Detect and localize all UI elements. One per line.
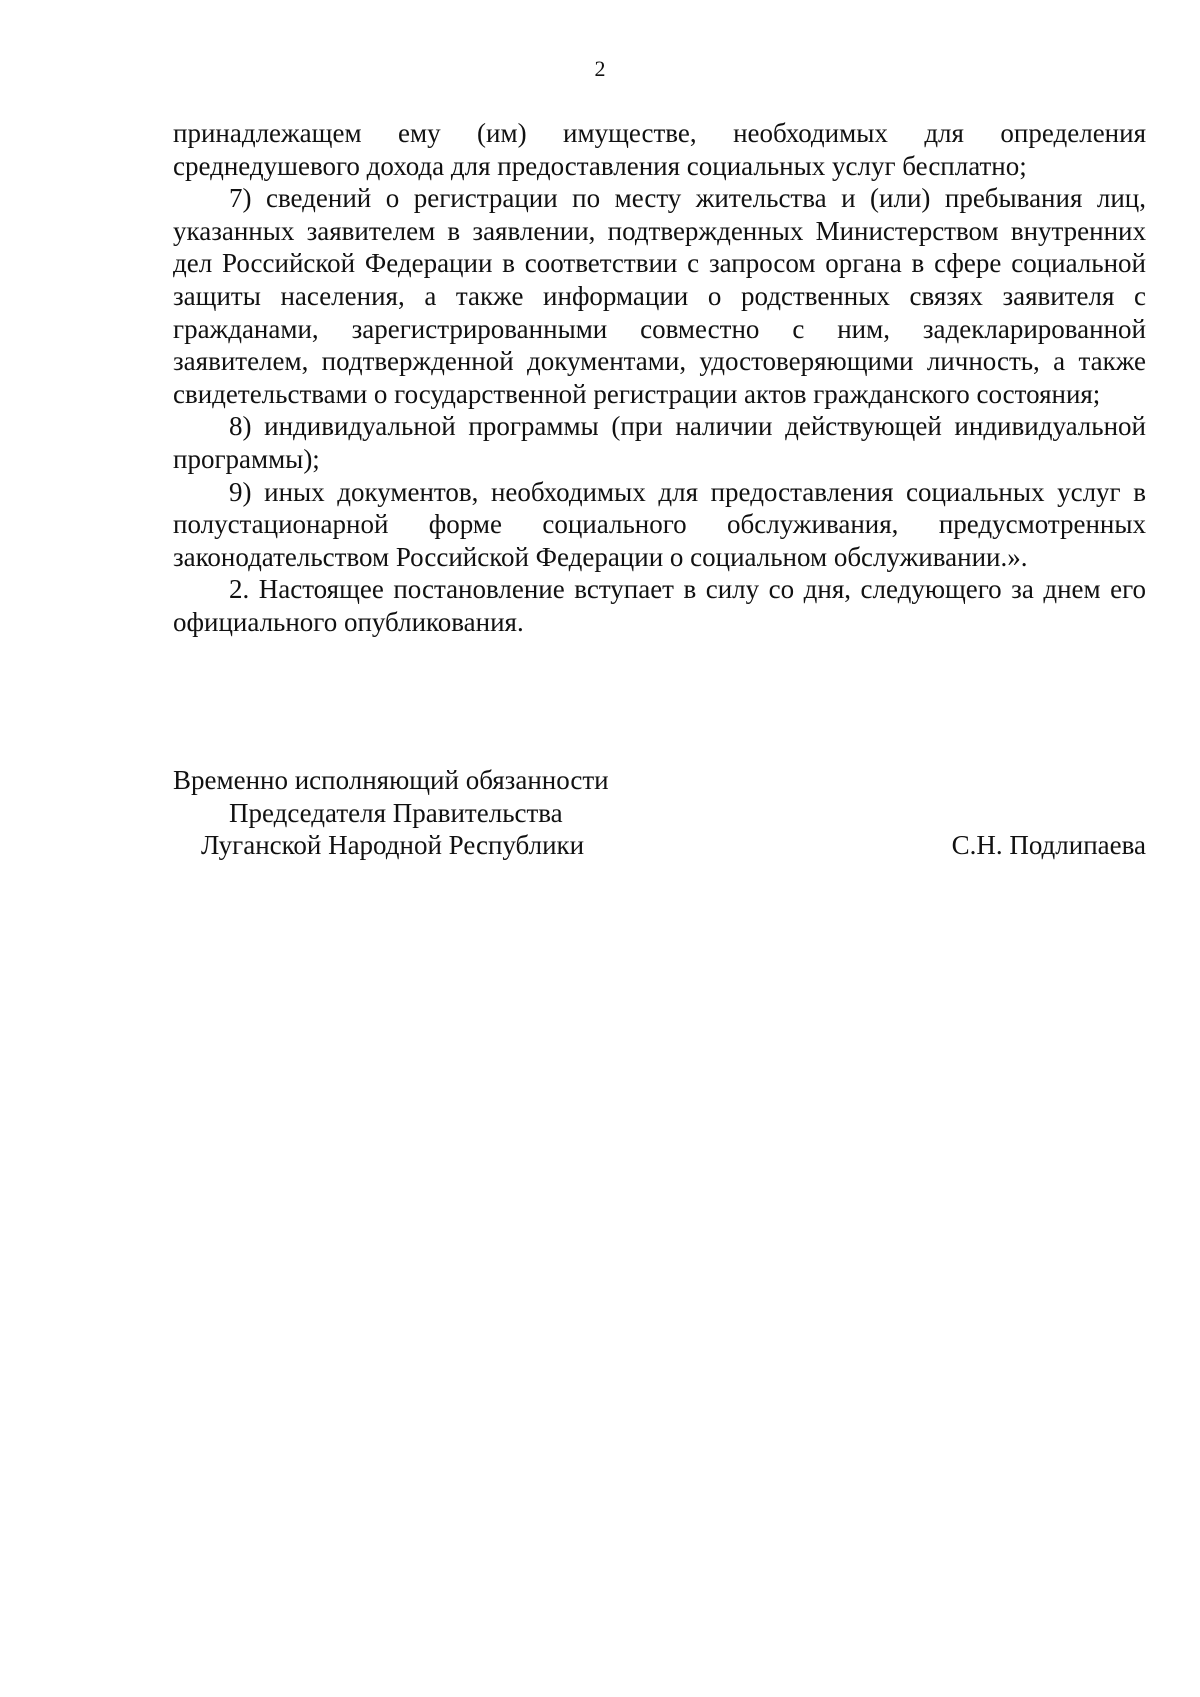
page-number: 2 bbox=[594, 56, 606, 81]
signatory-title-line-3: Луганской Народной Республики bbox=[201, 830, 585, 861]
paragraph-item-7: 7) сведений о регистрации по месту жительства и (или) пребывания лиц, указанных заявителем в заявлении, подтвержденных Министерством внутренних дел Российской Федерации в соответствии с запросом органа в сфере социальной защиты населения, а также информации о родственных связях заявителя с гражданами, зарегистрированными совместно с ним, задекларированной заявителем, подтвержденной документами, удостоверяющими личность, а также свидетельствами о государственной регистрации актов гражданского состояния; bbox=[173, 183, 1146, 409]
paragraph-clause-2: 2. Настоящее постановление вступает в силу со дня, следующего за днем его официального опубликования. bbox=[173, 574, 1146, 637]
signatory-name: С.Н. Подлипаева bbox=[951, 830, 1146, 861]
paragraph-item-9: 9) иных документов, необходимых для предоставления социальных услуг в полустационарной форме социального обслуживания, предусмотренных законодательством Российской Федерации о социальном обслуживании.». bbox=[173, 476, 1146, 572]
signatory-title-line-1: Временно исполняющий обязанности bbox=[173, 765, 609, 795]
document-body bbox=[173, 117, 1146, 639]
signatory-title-line-2: Председателя Правительства bbox=[229, 797, 563, 828]
paragraph-item-8: 8) индивидуальной программы (при наличии действующей индивидуальной программы); bbox=[173, 411, 1146, 474]
signature-block bbox=[173, 764, 1146, 862]
paragraph-continuation: принадлежащем ему (им) имуществе, необходимых для определения среднедушевого дохода для предоставления социальных услуг бесплатно; bbox=[173, 118, 1146, 181]
